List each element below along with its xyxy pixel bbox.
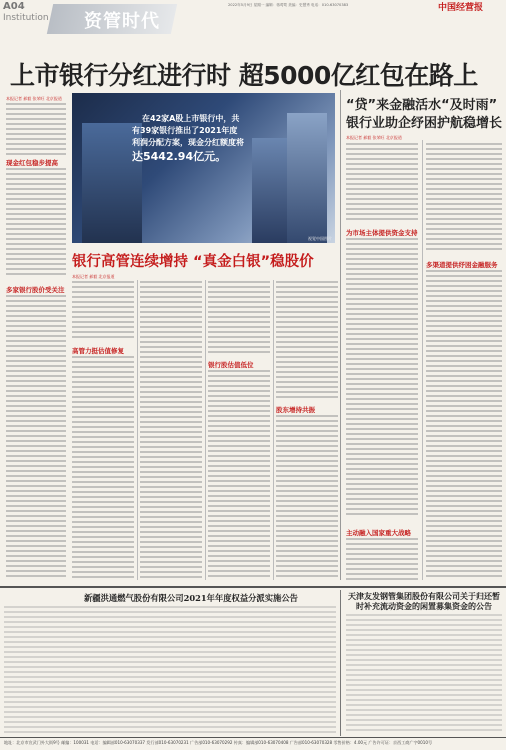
article3-subhead-2: 多渠道提供纾困金融服务 [426,261,498,269]
section-divider [340,90,341,580]
header-date-line: 2022年5月9日 星期一 编辑：蒋莺莺 美编：史慧秀 电话：010-63070383 [228,3,349,7]
notice-2-text [346,614,502,734]
main-headline: 上市银行分红进行时 超5000亿红包在路上 [10,61,478,90]
building-shape [287,113,327,243]
footer-rule [0,737,506,738]
column-divider [137,280,138,580]
article2-text [72,356,134,580]
article3-text [346,238,418,518]
page-header [0,0,506,40]
column-divider [422,140,423,580]
article1-subhead-1: 现金红包稳步提高 [6,159,58,167]
article3-text [426,270,502,580]
article2-byline: 本报记者 郝毅 北京报道 [72,274,115,279]
article3-headline-1: “贷”来金融活水“及时雨” [346,98,498,113]
article2-subhead-2: 银行股估值低位 [208,361,254,369]
article3-headline-2: 银行业助企纾困护航稳增长 [346,116,503,131]
article2-subhead-3: 股东增持共振 [276,406,315,414]
masthead-logo: 中国经营报 [438,3,484,13]
article1-photo [72,93,335,243]
callout-text: 利润分配方案，现金分红额度将 [132,138,244,147]
notices-top-rule [0,586,506,588]
article2-text [208,281,270,355]
article3-subhead-1: 为市场主体提供资金支持 [346,229,418,237]
article2-text [140,281,202,580]
callout-text: 有39家银行推出了2021年度 [132,126,238,135]
article2-subhead-1: 高管力挺估值修复 [72,347,124,355]
page-code: A04 [3,1,25,12]
article3-byline: 本报记者 郝毅 张荣旺 北京报道 [346,135,402,140]
article3-text [426,143,502,253]
photo-credit: 视觉中国图片 [308,236,332,241]
article2-text [276,415,338,580]
callout-number: 达5442.94亿元。 [132,150,227,163]
column-divider [205,280,206,580]
notice-1-text [4,606,336,734]
article1-text [6,168,66,278]
article2-headline: 银行高管连续增持 “真金白银”稳股价 [72,254,314,270]
article3-text [346,538,418,580]
notice-divider [340,590,341,736]
article1-text [6,295,66,580]
article2-text [276,281,338,399]
article1-text [6,103,66,155]
callout-box [132,113,282,213]
footer-info: 地址：北京市宣武门外大街9号 邮编：100031 电话：编辑部010-63070337 发行部010-63070231 广告部010-63070292 传真：编辑部010-63070408 广告部010-63070328 零售价格：4.00元 广告许可证：京西工商广字0010号 [4,740,433,745]
column-divider [273,280,274,580]
article3-text [346,143,418,223]
article1-subhead-2: 多家银行股价受关注 [6,286,65,294]
notice-1-title: 新疆洪通燃气股份有限公司2021年年度权益分派实施公告 [84,593,298,603]
article3-subhead-3: 主动融入国家重大战略 [346,529,411,537]
article2-text [72,281,134,339]
article2-text [208,370,270,580]
section-title: 资管时代 [84,11,160,32]
section-english: Institution [3,13,49,23]
notice-2-title: 天津友发钢管集团股份有限公司关于归还暂时补充流动资金的闲置募集资金的公告 [348,591,500,611]
callout-text: 在42家A股上市银行中，共 [142,114,240,123]
article1-byline: 本报记者 郝毅 张荣旺 北京报道 [6,96,62,101]
